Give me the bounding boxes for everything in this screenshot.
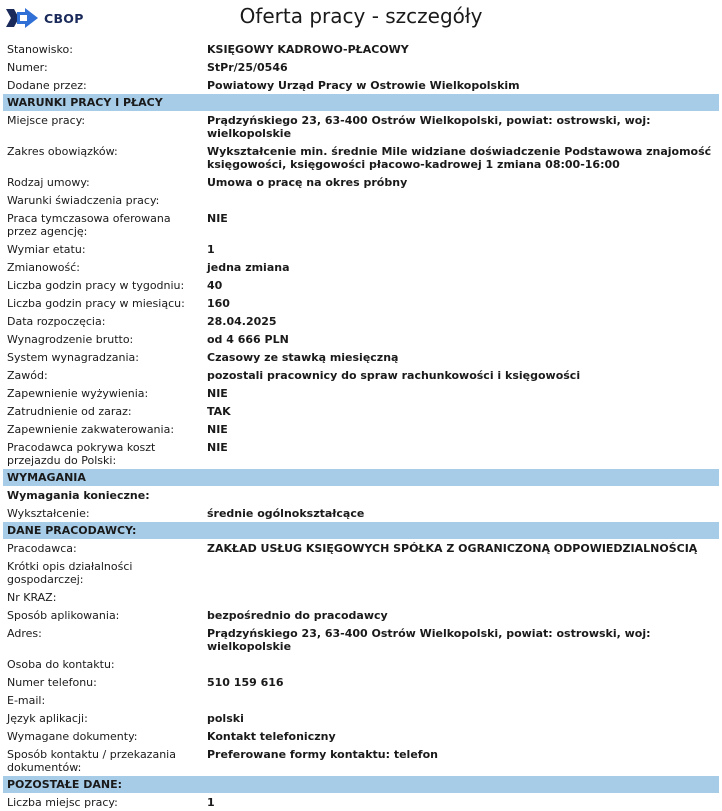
field-value: Prądzyńskiego 23, 63-400 Ostrów Wielkopolski, powiat: ostrowski, woj: wielkopolskie <box>207 114 651 140</box>
field-value: ZAKŁAD USŁUG KSIĘGOWYCH SPÓŁKA Z OGRANICZONĄ ODPOWIEDZIALNOŚCIĄ <box>207 542 698 555</box>
detail-row <box>3 276 719 294</box>
field-label: Warunki świadczenia pracy: <box>7 194 160 207</box>
offer-details-table <box>3 40 719 811</box>
field-value: Preferowane formy kontaktu: telefon <box>207 748 438 761</box>
detail-row <box>3 673 719 691</box>
detail-row <box>3 606 719 624</box>
field-label: E-mail: <box>7 694 46 707</box>
field-value: NIE <box>207 387 228 400</box>
logo-text: CBOP <box>44 10 84 26</box>
field-value <box>203 486 719 504</box>
field-value: Umowa o pracę na okres próbny <box>207 176 408 189</box>
field-value <box>203 557 719 588</box>
detail-row <box>3 557 719 588</box>
field-label: Zapewnienie wyżywienia: <box>7 387 149 400</box>
field-value: NIE <box>207 423 228 436</box>
field-value: 510 159 616 <box>207 676 284 689</box>
detail-row <box>3 539 719 557</box>
field-label: Sposób aplikowania: <box>7 609 120 622</box>
field-label: Nr KRAZ: <box>7 591 57 604</box>
section-title: POZOSTAŁE DANE: <box>3 776 719 793</box>
detail-row <box>3 793 719 811</box>
page-title: Oferta pracy - szczegóły <box>239 4 483 28</box>
field-label: Sposób kontaktu / przekazania dokumentów: <box>7 748 176 774</box>
detail-row <box>3 486 719 504</box>
detail-row <box>3 745 719 776</box>
field-label: Wykształcenie: <box>7 507 90 520</box>
field-value: średnie ogólnokształcące <box>207 507 365 520</box>
field-label: Miejsce pracy: <box>7 114 86 127</box>
detail-row <box>3 655 719 673</box>
section-title: WYMAGANIA <box>3 469 719 486</box>
field-label: Numer telefonu: <box>7 676 97 689</box>
field-value: TAK <box>207 405 231 418</box>
detail-row <box>3 142 719 173</box>
field-label: Język aplikacji: <box>7 712 88 725</box>
section-header <box>3 469 719 486</box>
field-value: StPr/25/0546 <box>207 61 288 74</box>
field-label: Praca tymczasowa oferowana przez agencję: <box>7 212 171 238</box>
detail-row <box>3 438 719 469</box>
detail-row <box>3 709 719 727</box>
field-value: Powiatowy Urząd Pracy w Ostrowie Wielkopolskim <box>207 79 520 92</box>
detail-row <box>3 348 719 366</box>
detail-row <box>3 384 719 402</box>
field-value: Prądzyńskiego 23, 63-400 Ostrów Wielkopolski, powiat: ostrowski, woj: wielkopolskie <box>207 627 651 653</box>
detail-row <box>3 258 719 276</box>
field-label: Zapewnienie zakwaterowania: <box>7 423 175 436</box>
field-label: Zatrudnienie od zaraz: <box>7 405 132 418</box>
field-value: NIE <box>207 441 228 454</box>
field-label: Zmianowość: <box>7 261 80 274</box>
field-value: NIE <box>207 212 228 225</box>
detail-row <box>3 312 719 330</box>
field-value <box>203 691 719 709</box>
field-label: System wynagradzania: <box>7 351 139 364</box>
field-label: Data rozpoczęcia: <box>7 315 106 328</box>
field-value: 1 <box>207 243 215 256</box>
detail-row <box>3 58 719 76</box>
detail-row <box>3 366 719 384</box>
field-value: od 4 666 PLN <box>207 333 289 346</box>
field-value: pozostali pracownicy do spraw rachunkowości i księgowości <box>207 369 581 382</box>
field-value <box>203 588 719 606</box>
field-value: KSIĘGOWY KADROWO-PŁACOWY <box>207 43 409 56</box>
field-label: Liczba godzin pracy w tygodniu: <box>7 279 185 292</box>
detail-row <box>3 76 719 94</box>
field-label: Dodane przez: <box>7 79 87 92</box>
field-label: Pracodawca: <box>7 542 77 555</box>
field-label: Pracodawca pokrywa koszt przejazdu do Polski: <box>7 441 156 467</box>
field-label: Wynagrodzenie brutto: <box>7 333 134 346</box>
field-label: Numer: <box>7 61 48 74</box>
field-value <box>203 655 719 673</box>
field-label: Liczba miejsc pracy: <box>7 796 118 809</box>
field-label: Wymagania konieczne: <box>7 489 150 502</box>
section-header <box>3 522 719 539</box>
section-title: WARUNKI PRACY I PŁACY <box>3 94 719 111</box>
field-value <box>203 191 719 209</box>
field-label: Zawód: <box>7 369 48 382</box>
detail-row <box>3 240 719 258</box>
field-label: Rodzaj umowy: <box>7 176 90 189</box>
field-value: Czasowy ze stawką miesięczną <box>207 351 399 364</box>
field-label: Liczba godzin pracy w miesiącu: <box>7 297 185 310</box>
detail-row <box>3 209 719 240</box>
detail-row <box>3 691 719 709</box>
field-value: 40 <box>207 279 223 292</box>
field-value: jedna zmiana <box>207 261 290 274</box>
page-header <box>0 0 722 40</box>
field-label: Adres: <box>7 627 42 640</box>
detail-row <box>3 191 719 209</box>
detail-row <box>3 504 719 522</box>
detail-row <box>3 111 719 142</box>
section-title: DANE PRACODAWCY: <box>3 522 719 539</box>
field-value: bezpośrednio do pracodawcy <box>207 609 388 622</box>
detail-row <box>3 173 719 191</box>
section-header <box>3 94 719 111</box>
field-value: 28.04.2025 <box>207 315 277 328</box>
field-label: Zakres obowiązków: <box>7 145 118 158</box>
field-label: Osoba do kontaktu: <box>7 658 115 671</box>
field-label: Wymagane dokumenty: <box>7 730 138 743</box>
field-label: Wymiar etatu: <box>7 243 86 256</box>
field-value: Wykształcenie min. średnie Mile widziane doświadczenie Podstawowa znajomość księgowości, księgowości płacowo-kadrowej 1 zmiana 08:00-16:00 <box>207 145 712 171</box>
detail-row <box>3 588 719 606</box>
detail-row <box>3 330 719 348</box>
detail-row <box>3 624 719 655</box>
detail-row <box>3 294 719 312</box>
field-value: Kontakt telefoniczny <box>207 730 336 743</box>
field-label: Stanowisko: <box>7 43 73 56</box>
detail-row <box>3 420 719 438</box>
detail-row <box>3 727 719 745</box>
field-value: 1 <box>207 796 215 809</box>
field-value: polski <box>207 712 244 725</box>
detail-row <box>3 402 719 420</box>
detail-row <box>3 40 719 58</box>
field-label: Krótki opis działalności gospodarczej: <box>7 560 133 586</box>
field-value: 160 <box>207 297 230 310</box>
